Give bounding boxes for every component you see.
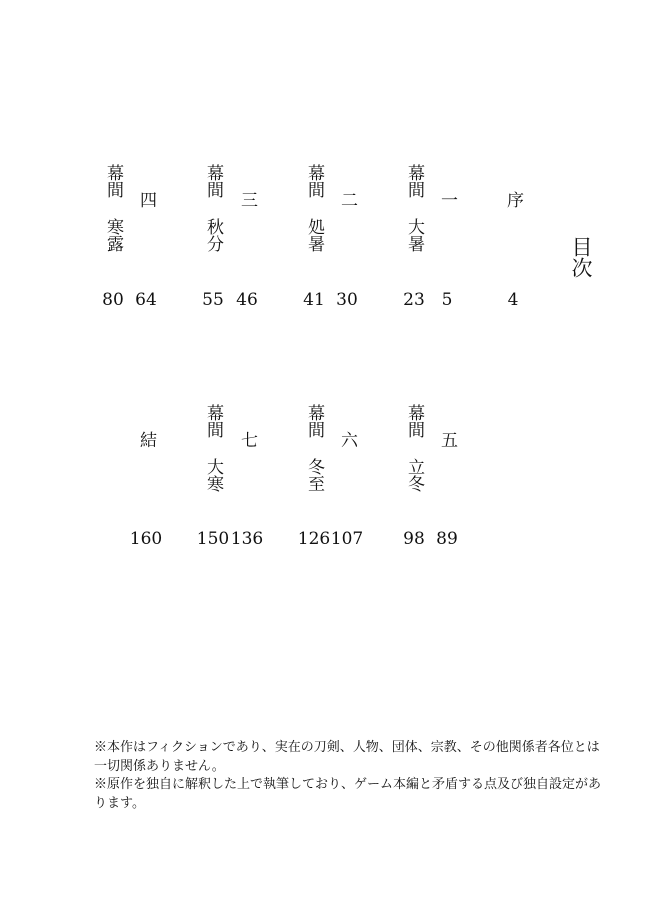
toc-interlude-marker: 幕間 xyxy=(103,164,123,198)
toc-entry-ch6-title[interactable]: 六 xyxy=(337,431,357,448)
toc-entry-kanro-title[interactable]: 寒露 xyxy=(103,218,123,252)
toc-interlude-marker: 幕間 xyxy=(304,404,324,438)
disclaimer-interpretation: ※原作を独自に解釈した上で執筆しており、ゲーム本編と矛盾する点及び独自設定があります。 xyxy=(94,777,602,811)
toc-entry-ch1-title[interactable]: 一 xyxy=(437,191,457,208)
toc-interlude-marker: 幕間 xyxy=(404,404,424,438)
toc-entry-toji-title[interactable]: 冬至 xyxy=(304,458,324,492)
toc-entry-ch7-page: 136 xyxy=(230,529,264,549)
toc-interlude-marker: 幕間 xyxy=(203,164,223,198)
disclaimer-fiction: ※本作はフィクションであり、実在の刀剣、人物、団体、宗教、その他関係者各位とは一切関係ありません。 xyxy=(94,740,600,774)
toc-interlude-marker: 幕間 xyxy=(203,404,223,438)
toc-entry-ritto-title[interactable]: 立冬 xyxy=(404,458,424,492)
toc-entry-musubi-title[interactable]: 結 xyxy=(136,431,156,448)
toc-entry-jo-title[interactable]: 序 xyxy=(503,191,523,208)
toc-entry-ch4-page: 64 xyxy=(135,290,157,310)
toc-entry-daikan-title[interactable]: 大寒 xyxy=(203,458,223,492)
toc-entry-ch2-page: 30 xyxy=(336,290,358,310)
toc-entry-musubi-page: 160 xyxy=(129,529,163,549)
toc-entry-ritto-page: 98 xyxy=(403,529,425,549)
toc-interlude-marker: 幕間 xyxy=(404,164,424,198)
toc-entry-jo-page: 4 xyxy=(507,290,519,310)
toc-entry-shosho-page: 41 xyxy=(303,290,325,310)
toc-entry-ch3-page: 46 xyxy=(236,290,258,310)
toc-entry-kanro-page: 80 xyxy=(102,290,124,310)
toc-entry-ch2-title[interactable]: 二 xyxy=(337,191,357,208)
toc-entry-ch3-title[interactable]: 三 xyxy=(237,191,257,208)
toc-entry-ch1-page: 5 xyxy=(441,290,453,310)
toc-entry-ch5-page: 89 xyxy=(436,529,458,549)
toc-entry-shubun-page: 55 xyxy=(202,290,224,310)
toc-title: 目次 xyxy=(569,236,593,278)
disclaimer-notes xyxy=(94,739,606,813)
toc-entry-shosho-title[interactable]: 処暑 xyxy=(304,218,324,252)
toc-entry-toji-page: 126 xyxy=(297,529,331,549)
toc-entry-ch6-page: 107 xyxy=(330,529,364,549)
toc-entry-ch4-title[interactable]: 四 xyxy=(136,191,156,208)
toc-interlude-marker: 幕間 xyxy=(304,164,324,198)
toc-entry-daikan-page: 150 xyxy=(196,529,230,549)
toc-entry-taisho-title[interactable]: 大暑 xyxy=(404,218,424,252)
toc-entry-shubun-title[interactable]: 秋分 xyxy=(203,218,223,252)
toc-entry-taisho-page: 23 xyxy=(403,290,425,310)
toc-entry-ch7-title[interactable]: 七 xyxy=(237,431,257,448)
toc-entry-ch5-title[interactable]: 五 xyxy=(437,431,457,448)
